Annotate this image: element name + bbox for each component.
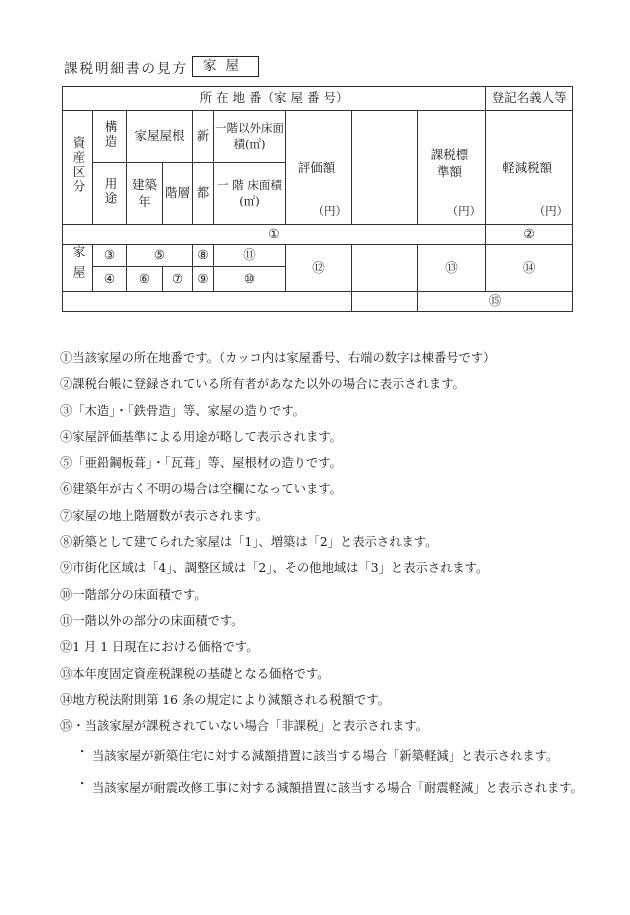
- subnote-text: 当該家屋が新築住宅に対する減額措置に該当する場合「新築軽減」と表示されます。: [92, 749, 559, 764]
- marker-3: ③: [93, 245, 127, 267]
- marker-11: ⑪: [214, 245, 286, 267]
- marker-5: ⑤: [127, 245, 193, 267]
- note-14: ⑭地方税法附則第 16 条の規定により減額される税額です。: [60, 692, 390, 707]
- marker-1: ①: [63, 225, 486, 245]
- marker-9: ⑨: [193, 267, 214, 291]
- city-header: 都: [193, 163, 214, 225]
- marker-15: ⑮: [418, 291, 573, 311]
- explanation-notes: [60, 348, 600, 802]
- tax-statement-table: [62, 86, 573, 312]
- marker-8: ⑧: [193, 245, 214, 267]
- title-box: 家屋: [192, 56, 259, 77]
- roof-header: 家屋屋根: [127, 111, 193, 163]
- note-10: ⑩一階部分の床面積です。: [60, 587, 207, 602]
- marker-4: ④: [93, 267, 127, 291]
- valuation-header: 評価額 （円）: [286, 111, 352, 225]
- header-address: 所 在 地 番（家 屋 番 号）: [63, 87, 486, 111]
- marker-2: ②: [486, 225, 573, 245]
- row-house-label: 家屋: [63, 245, 93, 292]
- bullet: ・: [76, 745, 89, 760]
- note-13: ⑬本年度固定資産税課税の基礎となる価格です。: [60, 666, 330, 681]
- header-owner: 登記名義人等: [486, 87, 573, 111]
- note-7: ⑦家屋の地上階層数が表示されます。: [60, 508, 269, 523]
- note-4: ④家屋評価基準による用途が略して表示されます。: [60, 429, 342, 444]
- note-8: ⑧新築として建てられた家屋は「1」、増築は「2」と表示されます。: [60, 535, 438, 550]
- blank-cell: [352, 245, 418, 292]
- first-area-header: 一 階 床面積(㎡): [214, 163, 286, 225]
- note-3: ③「木造」・「鉄骨造」等、家屋の造りです。: [60, 403, 305, 418]
- subnote-text: 当該家屋が耐震改修工事に対する減額措置に該当する場合「耐震軽減」と表示されます。: [92, 781, 583, 796]
- note-12: ⑫1 月 1 日現在における価格です。: [60, 640, 259, 655]
- built-year-header: 建築年: [127, 163, 163, 225]
- page-title: [64, 56, 259, 77]
- blank-header: [352, 111, 418, 225]
- structure-header: 構造: [93, 111, 127, 163]
- note-2: ②課税台帳に登録されている所有者があなた以外の場合に表示されます。: [60, 377, 465, 392]
- note-5: ⑤「亜鉛鋼板葺」・「瓦葺」等、屋根材の造りです。: [60, 456, 342, 471]
- reduction-header: 軽減税額 （円）: [486, 111, 573, 225]
- marker-10: ⑩: [214, 267, 286, 291]
- marker-12: ⑫: [286, 245, 352, 292]
- new-header: 新: [193, 111, 214, 163]
- bullet: ・: [76, 777, 89, 792]
- footer-blank-2: [352, 291, 418, 311]
- marker-14: ⑭: [486, 245, 573, 292]
- subnote-2: [60, 774, 600, 802]
- marker-6: ⑥: [127, 267, 163, 291]
- note-6: ⑥建築年が古く不明の場合は空欄になっています。: [60, 482, 342, 497]
- note-15: ⑮・当該家屋が課税されていない場合「非課税」と表示されます。: [60, 719, 428, 734]
- title-text: 課税明細書の見方: [64, 60, 188, 77]
- marker-7: ⑦: [163, 267, 193, 291]
- floors-header: 階層: [163, 163, 193, 225]
- tax-base-header: 課税標準額 （円）: [418, 111, 486, 225]
- marker-13: ⑬: [418, 245, 486, 292]
- note-1: ①当該家屋の所在地番です。（カッコ内は家屋番号、右端の数字は棟番号です）: [60, 351, 496, 365]
- note-9: ⑨市街化区域は「4」、調整区域は「2」、その他地域は「3」と表示されます。: [60, 561, 489, 576]
- asset-class-header: 資産区分: [63, 111, 93, 225]
- note-11: ⑪一階以外の部分の床面積です。: [60, 613, 244, 628]
- footer-blank: [63, 291, 352, 311]
- subnote-1: [60, 742, 600, 770]
- use-header: 用途: [93, 163, 127, 225]
- upper-area-header: 一階以外床面積(㎡): [214, 111, 286, 163]
